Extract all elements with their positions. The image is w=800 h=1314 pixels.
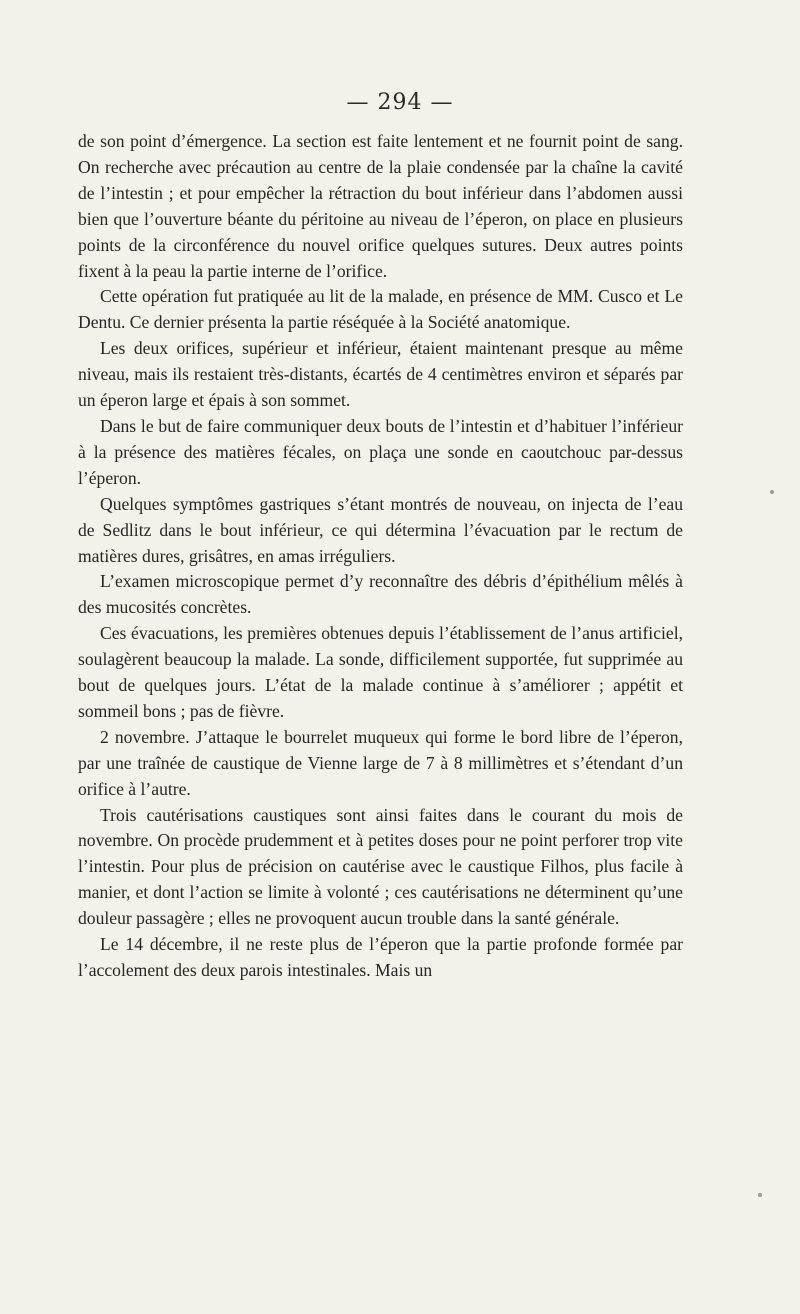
paragraph: Trois cautérisations caustiques sont ainsi faites dans le courant du mois de novembre. On procède prudemment et à petites doses pour ne point perforer trop vite l’intestin. Pour plus de précision on cautérise avec le caustique Filhos, plus facile à manier, et dont l’action se limite à volonté ; ces cautérisations ne déterminent qu’une douleur passagère ; elles ne provoquent aucun trouble dans la santé générale. [78, 804, 683, 929]
paragraph: Les deux orifices, supérieur et inférieur, étaient maintenant presque au même niveau, mais ils restaient très-distants, écartés de 4 centimètres environ et séparés par un éperon large et épais à son sommet. [78, 338, 683, 411]
paragraph: 2 novembre. J’attaque le bourrelet muqueux qui forme le bord libre de l’éperon, par une traînée de caustique de Vienne large de 7 à 8 millimètres et s’étendant d’un orifice à l’autre. [78, 726, 683, 799]
paper-speck [770, 490, 774, 494]
paragraph: Quelques symptômes gastriques s’étant montrés de nouveau, on injecta de l’eau de Sedlitz dans le bout inférieur, ce qui détermina l’évacuation par le rectum de matières dures, grisâtres, en amas irréguliers. [78, 493, 683, 566]
paragraph: Le 14 décembre, il ne reste plus de l’éperon que la partie profonde formée par l’accolement des deux parois intestinales. Mais un [78, 934, 683, 980]
paragraph: Dans le but de faire communiquer deux bouts de l’intestin et d’habituer l’inférieur à la présence des matières fécales, on plaça une sonde en caoutchouc par-dessus l’éperon. [78, 415, 683, 488]
paragraph: de son point d’émergence. La section est faite lentement et ne fournit point de sang. On recherche avec précaution au centre de la plaie condensée par la chaîne la cavité de l’intestin ; et pour empêcher la rétraction du bout inférieur dans l’abdomen aussi bien que l’ouverture béante du péritoine au niveau de l’éperon, on place en plusieurs points de la circonférence du nouvel orifice quelques sutures. Deux autres points fixent à la peau la partie interne de l’orifice. [78, 131, 683, 281]
paper-speck [758, 1193, 762, 1197]
paragraph: Ces évacuations, les premières obtenues depuis l’établissement de l’anus artificiel, soulagèrent beaucoup la malade. La sonde, difficilement supportée, fut supprimée au bout de quelques jours. L’état de la malade continue à s’améliorer ; appétit et sommeil bons ; pas de fièvre. [78, 623, 683, 721]
body-text [78, 129, 683, 984]
paragraph: L’examen microscopique permet d’y reconnaître des débris d’épithélium mêlés à des mucosités concrètes. [78, 571, 683, 618]
page-number: — 294 — [346, 90, 454, 115]
paragraph: Cette opération fut pratiquée au lit de la malade, en présence de MM. Cusco et Le Dentu. Ce dernier présenta la partie réséquée à la Société anatomique. [78, 286, 683, 333]
